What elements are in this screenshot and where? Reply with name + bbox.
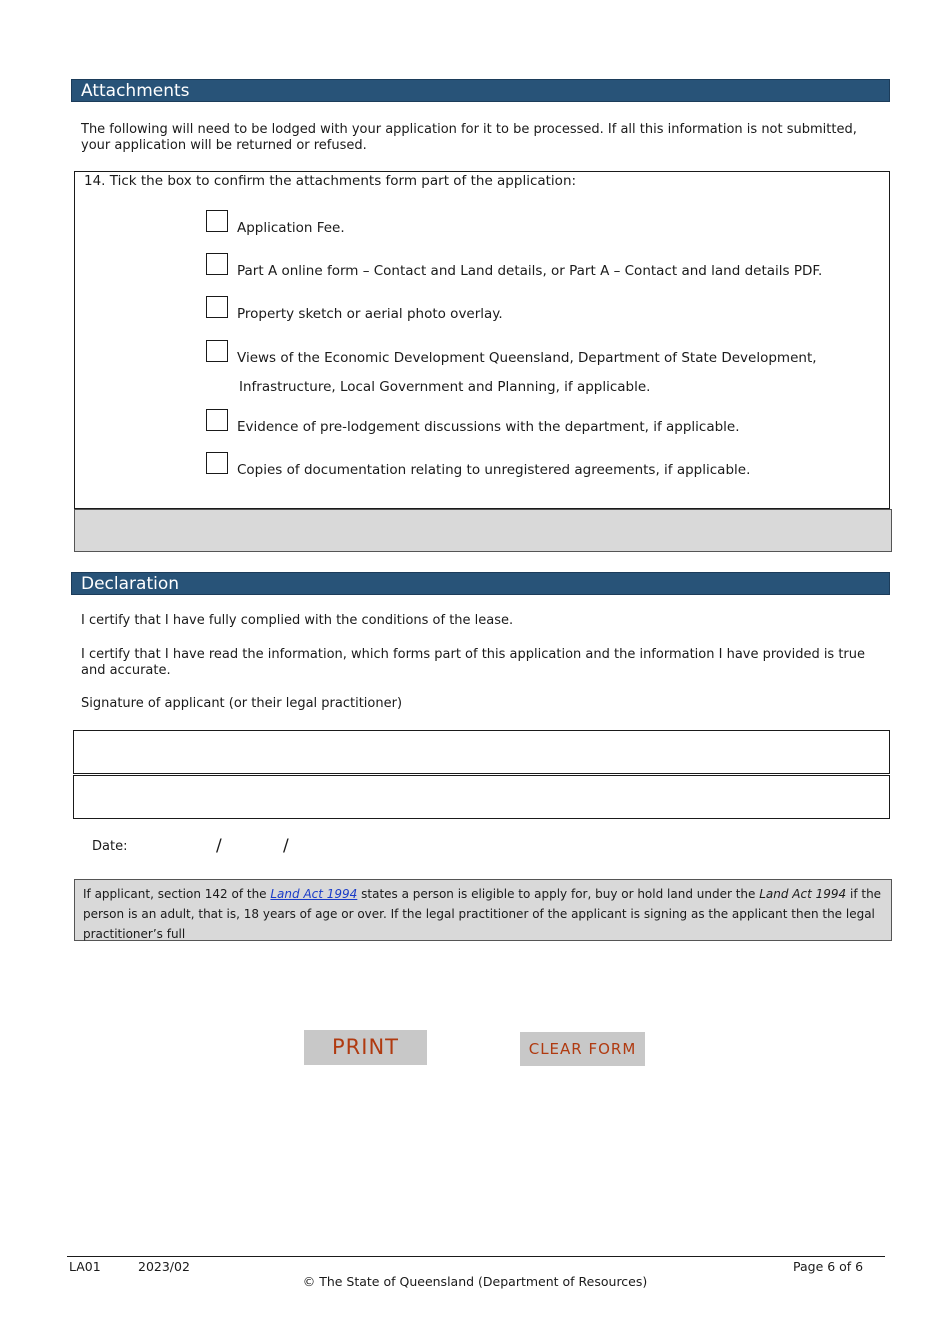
label-edq-views-line2: Infrastructure, Local Government and Planning, if applicable. [239, 379, 651, 395]
date-day-input[interactable] [126, 834, 214, 856]
label-pre-lodgement: Evidence of pre-lodgement discussions with the department, if applicable. [237, 419, 740, 435]
signature-field[interactable] [73, 730, 890, 774]
attachments-intro: The following will need to be lodged with your application for it to be processed. If all this information is not submitted, your application will be returned or refused. [81, 122, 857, 153]
print-button[interactable]: PRINT [304, 1030, 427, 1065]
label-edq-views: Views of the Economic Development Queensland, Department of State Development, [237, 350, 817, 366]
declaration-heading: Declaration [71, 572, 890, 595]
page-number: Page 6 of 6 [793, 1259, 864, 1274]
signature-label: Signature of applicant (or their legal practitioner) [81, 696, 403, 711]
label-property-sketch: Property sketch or aerial photo overlay. [237, 306, 503, 322]
checkbox-pre-lodgement[interactable] [206, 409, 228, 431]
checkbox-part-a[interactable] [206, 253, 228, 275]
attachments-info-panel [74, 509, 892, 552]
label-part-a: Part A online form – Contact and Land details, or Part A – Contact and land details PDF. [237, 263, 823, 279]
eligibility-note-text: If applicant, section 142 of the Land Act 1994 states a person is eligible to apply for, buy or hold land under the Land Act 1994 if the person is an adult, that is, 18 years of age or over. If the legal practitioner of the applicant is signing as the applicant then the legal practitioner’s full [83, 887, 882, 941]
checkbox-unregistered-agreements[interactable] [206, 452, 228, 474]
certify-conditions: I certify that I have fully complied with the conditions of the lease. [81, 613, 514, 628]
date-separator-1: / [216, 836, 222, 856]
eligibility-note [74, 879, 892, 941]
copyright: © The State of Queensland (Department of Resources) [302, 1274, 648, 1289]
footer-divider [67, 1256, 885, 1257]
question-14: 14. Tick the box to confirm the attachments form part of the application: [84, 173, 577, 189]
attachments-checklist-box [74, 171, 890, 509]
checkbox-property-sketch[interactable] [206, 296, 228, 318]
date-year-input[interactable] [296, 834, 376, 856]
date-month-input[interactable] [228, 834, 282, 856]
signature-field-2[interactable] [73, 775, 890, 819]
certify-information: I certify that I have read the information, which forms part of this application and the information I have provided is true and accurate. [81, 647, 866, 678]
date-label: Date: [92, 839, 128, 854]
checkbox-application-fee[interactable] [206, 210, 228, 232]
date-separator-2: / [283, 836, 289, 856]
label-unregistered-agreements: Copies of documentation relating to unregistered agreements, if applicable. [237, 462, 751, 478]
checkbox-edq-views[interactable] [206, 340, 228, 362]
land-act-link[interactable]: Land Act 1994 [270, 887, 358, 901]
attachments-heading: Attachments [71, 79, 890, 102]
clear-form-button[interactable]: CLEAR FORM [520, 1032, 645, 1066]
form-code: LA01 [69, 1259, 101, 1274]
label-application-fee: Application Fee. [237, 220, 345, 236]
form-version: 2023/02 [138, 1259, 190, 1274]
